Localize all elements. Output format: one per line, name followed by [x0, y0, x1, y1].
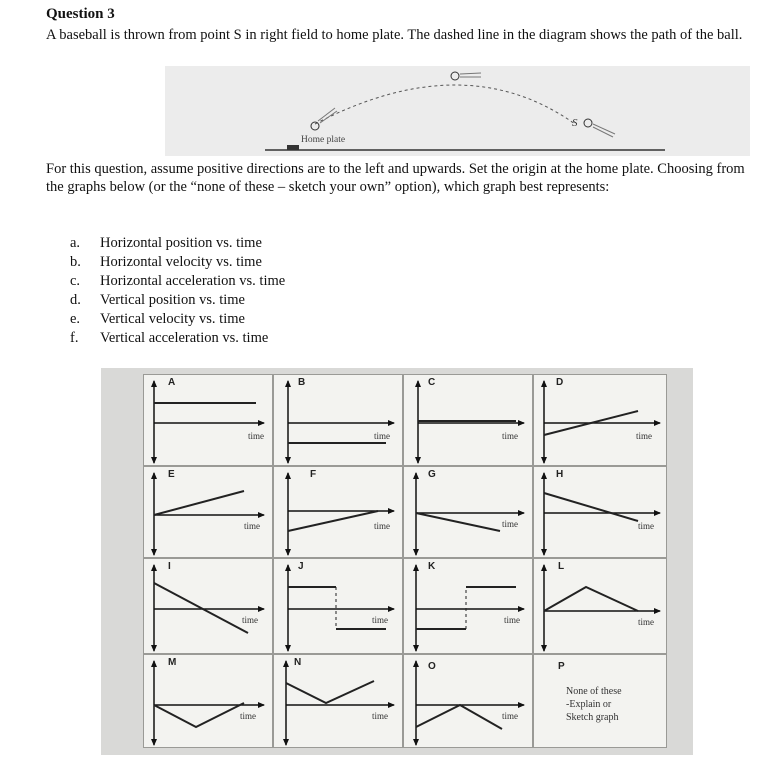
time-axis-label: time [638, 521, 654, 531]
home-plate-marker [287, 145, 299, 150]
graph-grid-photo [101, 368, 693, 755]
graph-label: C [428, 377, 436, 388]
graph-label: K [428, 561, 436, 572]
graph-m [143, 654, 273, 748]
graph-label: L [558, 561, 565, 572]
ball-motion-streak [460, 73, 481, 74]
graph-plot [144, 467, 274, 559]
time-axis-label: time [502, 519, 518, 529]
time-axis-label: time [638, 617, 654, 627]
sub-question-letter: c. [70, 273, 81, 289]
graph-label: D [556, 377, 564, 388]
graph-a [143, 374, 273, 466]
graph-h [533, 466, 667, 558]
graph-curve [154, 491, 244, 515]
graph-plot [404, 375, 534, 467]
sub-question-text: Horizontal position vs. time [100, 235, 262, 251]
question-intro: A baseball is thrown from point S in right field to home plate. The dashed line in the diagram shows the path of the ball. [46, 27, 743, 43]
time-axis-label: time [244, 521, 260, 531]
graph-b [273, 374, 403, 466]
sub-question-e [70, 310, 285, 329]
graph-plot [534, 467, 668, 559]
sub-question-letter: a. [70, 235, 81, 251]
graph-plot [404, 467, 534, 559]
time-axis-label: time [240, 711, 256, 721]
graph-label: E [168, 469, 175, 480]
graph-label: B [298, 377, 306, 388]
graph-k [403, 558, 533, 654]
graph-plot [534, 559, 668, 655]
graph-n [273, 654, 403, 748]
graph-o [403, 654, 533, 748]
graph-plot [404, 559, 534, 655]
time-axis-label: time [504, 615, 520, 625]
graph-curve [416, 705, 502, 729]
graph-plot [274, 559, 404, 655]
time-axis-label: time [502, 431, 518, 441]
question-title: Question 3 [46, 6, 115, 22]
baseball-diagram [165, 66, 750, 156]
sub-question-text: Horizontal acceleration vs. time [100, 273, 286, 289]
time-axis-label: time [636, 431, 652, 441]
sub-question-list [70, 234, 285, 348]
none-of-these-line: None of these [566, 686, 622, 697]
sub-question-letter: f. [70, 330, 79, 346]
time-axis-label: time [372, 615, 388, 625]
graph-j [273, 558, 403, 654]
graph-plot [274, 467, 404, 559]
time-axis-label: time [374, 521, 390, 531]
time-axis-label: time [248, 431, 264, 441]
ball-path-dashed [315, 85, 575, 124]
question-instructions: For this question, assume positive directions are to the left and upwards. Set the origin at the home plate. Choosing from the graphs below (or the “none of these – sketch your own” option), which graph best represents: [46, 161, 745, 195]
graph-label: G [428, 469, 436, 480]
graph-label: I [168, 561, 171, 572]
graph-curve [154, 583, 248, 633]
graph-g [403, 466, 533, 558]
graph-label: O [428, 661, 436, 672]
sub-question-d [70, 291, 285, 310]
sub-question-text: Vertical velocity vs. time [100, 311, 245, 327]
graph-label: F [310, 469, 317, 480]
time-axis-label: time [374, 431, 390, 441]
sub-question-text: Horizontal velocity vs. time [100, 254, 262, 270]
graph-curve [288, 511, 378, 531]
graph-curve [286, 681, 374, 703]
none-of-these-line: Sketch graph [566, 712, 619, 723]
graph-d [533, 374, 667, 466]
home-plate-label: Home plate [301, 135, 346, 145]
graph-curve [544, 587, 638, 611]
graph-e [143, 466, 273, 558]
graph-label: M [168, 657, 177, 668]
sub-question-f [70, 329, 285, 348]
sub-question-letter: b. [70, 254, 81, 270]
sub-question-text: Vertical position vs. time [100, 292, 245, 308]
time-axis-label: time [372, 711, 388, 721]
graph-plot [144, 655, 274, 749]
sub-question-text: Vertical acceleration vs. time [100, 330, 269, 346]
graph-curve [544, 493, 638, 521]
graph-plot [274, 375, 404, 467]
graph-label: J [298, 561, 304, 572]
graph-label: N [294, 657, 302, 668]
graph-plot [274, 655, 404, 749]
graph-i [143, 558, 273, 654]
graph-label: H [556, 469, 564, 480]
none-of-these-line: -Explain or [566, 699, 612, 710]
graph-plot [404, 655, 534, 749]
graph-plot [144, 559, 274, 655]
graph-l [533, 558, 667, 654]
graph-curve [416, 513, 500, 531]
graph-c [403, 374, 533, 466]
graph-label: P [558, 661, 565, 672]
sub-question-c [70, 272, 285, 291]
sub-question-b [70, 253, 285, 272]
none-of-these-note [566, 685, 666, 724]
ball-apex [451, 72, 459, 80]
time-axis-label: time [242, 615, 258, 625]
time-axis-label: time [502, 711, 518, 721]
sub-question-a [70, 234, 285, 253]
graph-f [273, 466, 403, 558]
graph-plot [144, 375, 274, 467]
graph-p [533, 654, 667, 748]
ball-near-home [311, 122, 319, 130]
sub-question-letter: d. [70, 292, 81, 308]
graph-label: A [168, 377, 176, 388]
trajectory-figure [165, 66, 750, 156]
sub-question-letter: e. [70, 311, 81, 327]
point-s-label: S [572, 117, 578, 129]
ball-at-s [584, 119, 592, 127]
graph-plot [534, 375, 668, 467]
graph-curve [154, 703, 244, 727]
